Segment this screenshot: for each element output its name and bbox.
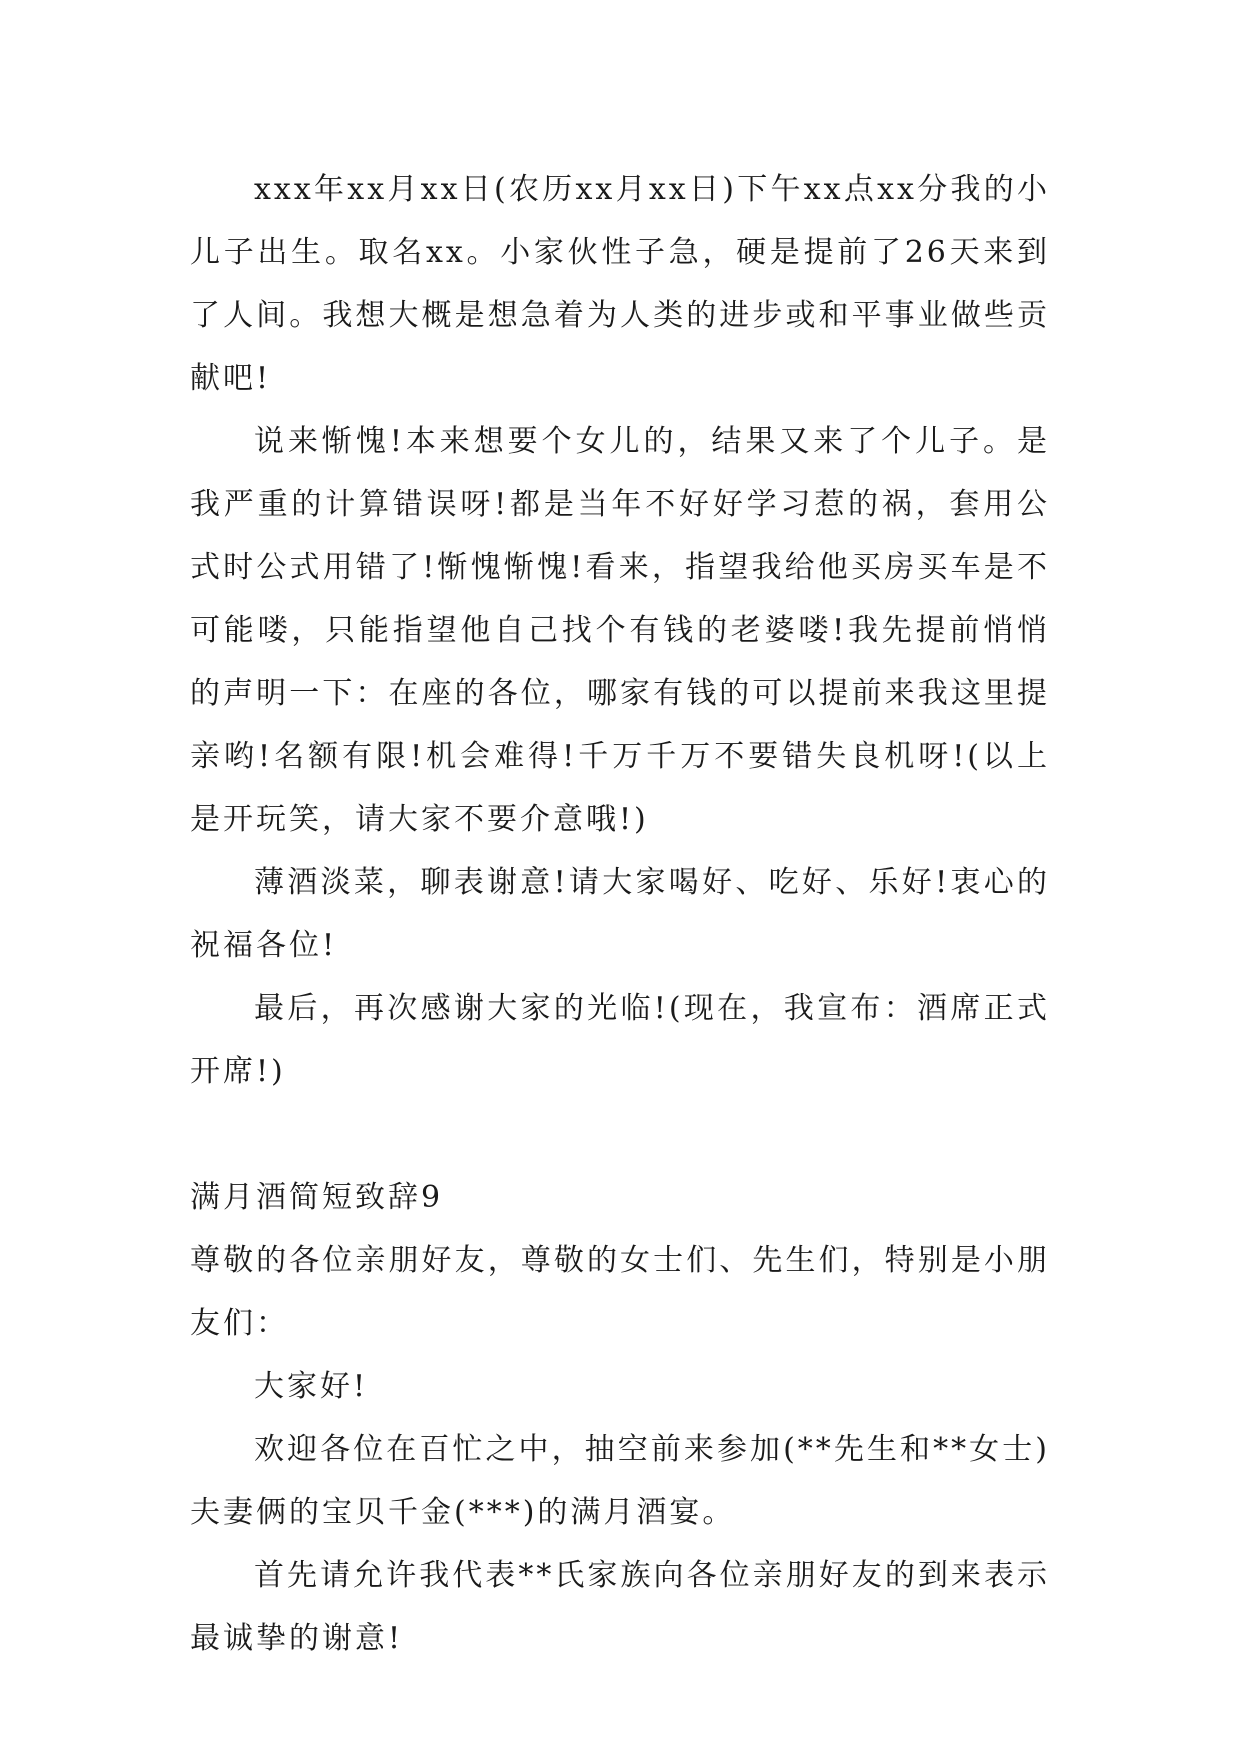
document-body <box>190 158 1050 1670</box>
section-heading: 满月酒简短致辞9 <box>190 1180 444 1215</box>
paragraph-birth-announcement: xxx年xx月xx日(农历xx月xx日)下午xx点xx分我的小儿子出生。取名xx。小家伙性子急，硬是提前了26天来到了人间。我想大概是想急着为人类的进步或和平事业做些贡献吧! <box>190 172 1050 396</box>
paragraph-welcome: 欢迎各位在百忙之中，抽空前来参加(**先生和**女士)夫妻俩的宝贝千金(***)的满月酒宴。 <box>190 1432 1050 1530</box>
paragraph-greeting: 大家好! <box>254 1369 369 1404</box>
paragraph-thanks: 薄酒淡菜，聊表谢意!请大家喝好、吃好、乐好!衷心的祝福各位! <box>190 865 1050 963</box>
paragraph-joke: 说来惭愧!本来想要个女儿的，结果又来了个儿子。是我严重的计算错误呀!都是当年不好好学习惹的祸，套用公式时公式用错了!惭愧惭愧!看来，指望我给他买房买车是不可能喽，只能指望他自己找个有钱的老婆喽!我先提前悄悄的声明一下：在座的各位，哪家有钱的可以提前来我这里提亲哟!名额有限!机会难得!千万千万不要错失良机呀!(以上是开玩笑，请大家不要介意哦!) <box>190 424 1050 837</box>
paragraph-gratitude: 首先请允许我代表**氏家族向各位亲朋好友的到来表示最诚挚的谢意! <box>190 1558 1050 1656</box>
paragraph-salutation: 尊敬的各位亲朋好友，尊敬的女士们、先生们，特别是小朋友们： <box>190 1243 1050 1341</box>
paragraph-closing: 最后，再次感谢大家的光临!(现在，我宣布：酒席正式开席!) <box>190 991 1050 1089</box>
